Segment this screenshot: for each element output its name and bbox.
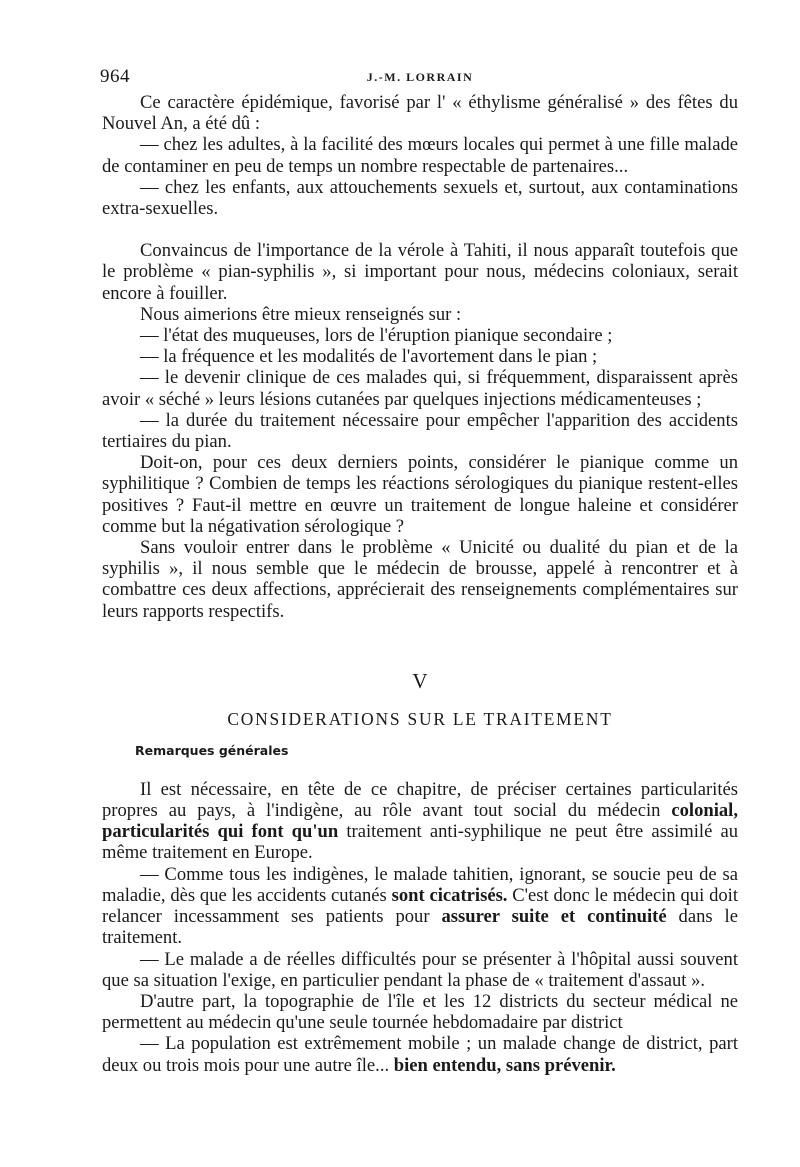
- page: [102, 66, 738, 1076]
- paragraph: Nous aimerions être mieux renseignés sur :: [140, 303, 462, 325]
- paragraph: [102, 864, 738, 949]
- bold-text-run: assurer suite et continuité: [441, 906, 667, 928]
- subheading: Remarques générales: [135, 742, 289, 758]
- bold-text-run: colonial, particularités qui font qu'un: [102, 800, 738, 843]
- paragraph: Convaincus de l'importance de la vérole à Tahiti, il nous apparaît toutefois que le problème « pian-syphilis », si important pour nous, médecins coloniaux, serait encore à fouiller.: [102, 240, 738, 304]
- text-run: dans le traitement.: [102, 906, 738, 949]
- page-number: 964: [100, 66, 130, 87]
- list-item: — chez les adultes, à la facilité des mœurs locales qui permet à une fille malade de contaminer en peu de temps un nombre respectable de partenaires...: [102, 134, 738, 177]
- paragraph: [102, 779, 738, 864]
- text-run: — Comme tous les indigènes, le malade tahitien, ignorant, se soucie peu de sa maladie, dès que les accidents cutanés: [102, 863, 738, 906]
- running-head-author: J.-M. LORRAIN: [366, 70, 474, 84]
- paragraph: Ce caractère épidémique, favorisé par l' « éthylisme généralisé » des fêtes du Nouvel An, a été dû :: [102, 92, 738, 135]
- list-item: — la durée du traitement nécessaire pour empêcher l'apparition des accidents tertiaires du pian.: [102, 409, 738, 453]
- text-run: — La population est extrêmement mobile ; un malade change de district, part deux ou trois mois pour une autre île...: [102, 1033, 738, 1076]
- running-head: [102, 66, 738, 92]
- section-title: CONSIDERATIONS SUR LE TRAITEMENT: [227, 708, 613, 729]
- paragraph: Doit-on, pour ces deux derniers points, considérer le pianique comme un syphilitique ? Combien de temps les réactions sérologiques du pianique restent-elles positives ? Faut-il mettre en œuvre un traitement de longue haleine et considérer comme but la négativation sérologique ?: [102, 452, 738, 537]
- text-run: Il est nécessaire, en tête de ce chapitre, de préciser certaines particularités propres au pays, à l'indigène, au rôle avant tout social du médecin: [102, 778, 738, 822]
- paragraph: D'autre part, la topographie de l'île et les 12 districts du secteur médical ne permettent au médecin qu'une seule tournée hebdomadaire par district: [102, 990, 738, 1034]
- list-item: — la fréquence et les modalités de l'avortement dans le pian ;: [140, 346, 598, 368]
- section-spacer: [102, 622, 738, 669]
- text-run: C'est donc le médecin qui doit relancer incessamment ses patients pour: [102, 884, 739, 928]
- paragraph: — Le malade a de réelles difficultés pour se présenter à l'hôpital aussi souvent que sa situation l'exige, en particulier pendant la phase de « traitement d'assaut ».: [102, 948, 738, 991]
- paragraph: Sans vouloir entrer dans le problème « Unicité ou dualité du pian et de la syphilis », il nous semble que le médecin de brousse, appelé à rencontrer et à combattre ces deux affections, apprécierait des renseignements complémentaires sur leurs rapports respectifs.: [102, 537, 738, 622]
- bold-text-run: bien entendu, sans prévenir.: [393, 1054, 616, 1076]
- text-run: traitement anti-syphilique ne peut être assimilé au même traitement en Europe.: [102, 821, 739, 864]
- paragraph: [102, 1033, 738, 1075]
- list-item: — le devenir clinique de ces malades qui, si fréquemment, disparaissent après avoir « séché » leurs lésions cutanées par quelques injections médicamenteuses ;: [102, 367, 738, 410]
- bold-text-run: sont cicatrisés.: [391, 884, 508, 906]
- section-number: V: [412, 668, 428, 693]
- list-item: — chez les enfants, aux attouchements sexuels et, surtout, aux contaminations extra-sexuelles.: [102, 176, 738, 220]
- list-item: — l'état des muqueuses, lors de l'éruption pianique secondaire ;: [140, 325, 613, 347]
